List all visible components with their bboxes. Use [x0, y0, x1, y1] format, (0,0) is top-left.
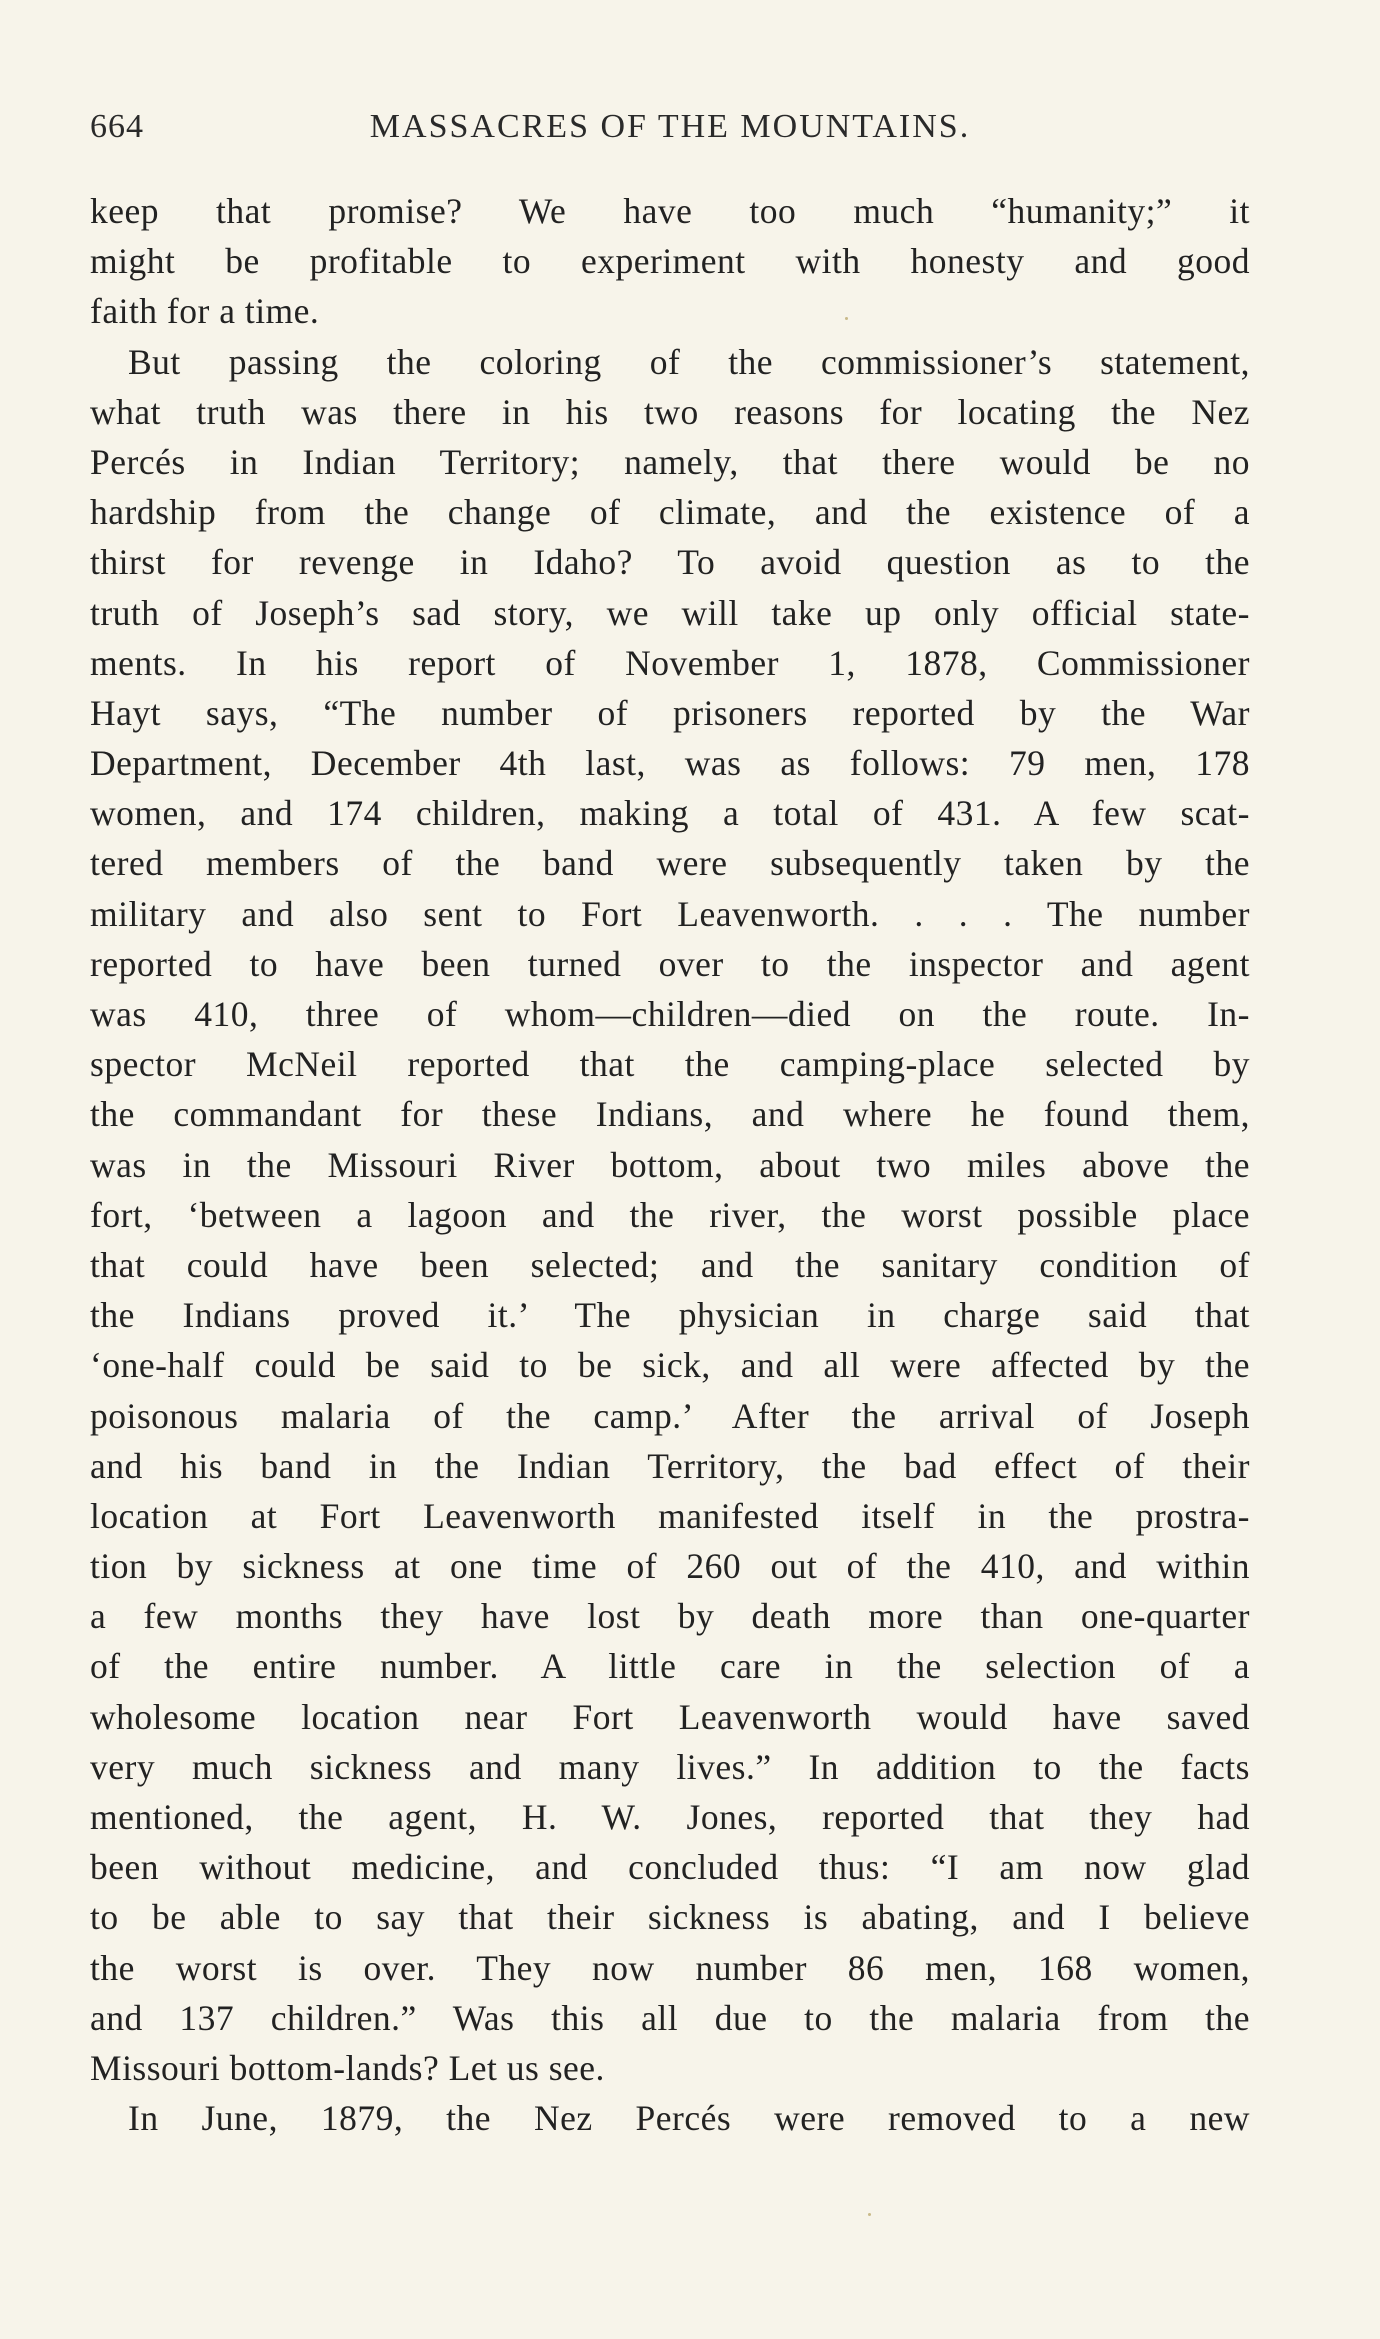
- text-line: location at Fort Leavenworth manifested itself in the prostra-: [90, 1495, 1250, 1536]
- paragraph-start-line: But passing the coloring of the commissioner’s statement,: [128, 341, 1250, 382]
- text-line: hardship from the change of climate, and the existence of a: [90, 492, 1250, 533]
- text-line: a few months they have lost by death more than one-quarter: [90, 1596, 1250, 1637]
- text-line: and 137 children.” Was this all due to the malaria from the: [90, 1997, 1250, 2038]
- text-line: to be able to say that their sickness is abating, and I believe: [90, 1897, 1250, 1938]
- running-title: MASSACRES OF THE MOUNTAINS.: [369, 108, 971, 145]
- text-line: keep that promise? We have too much “humanity;” it: [90, 191, 1250, 231]
- text-line: mentioned, the agent, H. W. Jones, reported that they had: [90, 1797, 1250, 1837]
- text-line: ‘one-half could be said to be sick, and all were affected by the: [90, 1345, 1250, 1386]
- paper-speck: [845, 317, 848, 320]
- text-line: Hayt says, “The number of prisoners reported by the War: [90, 692, 1250, 733]
- text-line: tered members of the band were subsequently taken by the: [90, 843, 1250, 884]
- text-line: the Indians proved it.’ The physician in charge said that: [90, 1295, 1250, 1336]
- text-line: wholesome location near Fort Leavenworth would have saved: [90, 1696, 1250, 1737]
- text-line: that could have been selected; and the sanitary condition of: [90, 1244, 1250, 1285]
- text-line: the worst is over. They now number 86 men, 168 women,: [90, 1947, 1250, 1988]
- text-line: ments. In his report of November 1, 1878, Commissioner: [90, 642, 1250, 683]
- text-line: of the entire number. A little care in the selection of a: [90, 1646, 1250, 1687]
- text-line: truth of Joseph’s sad story, we will take up only official state-: [90, 592, 1250, 633]
- text-line: tion by sickness at one time of 260 out of the 410, and within: [90, 1546, 1250, 1587]
- text-line: women, and 174 children, making a total of 431. A few scat-: [90, 793, 1250, 834]
- page-number: 664: [90, 108, 144, 145]
- text-line: reported to have been turned over to the inspector and agent: [90, 943, 1250, 984]
- body-text: [90, 186, 1250, 2143]
- text-line: Missouri bottom-lands? Let us see.: [90, 2047, 605, 2088]
- text-line: thirst for revenge in Idaho? To avoid question as to the: [90, 542, 1250, 583]
- text-line: spector McNeil reported that the camping-place selected by: [90, 1044, 1250, 1085]
- text-line: what truth was there in his two reasons for locating the Nez: [90, 391, 1250, 432]
- text-line: was 410, three of whom—children—died on the route. In-: [90, 994, 1250, 1034]
- text-line: Department, December 4th last, was as follows: 79 men, 178: [90, 743, 1250, 784]
- text-line: fort, ‘between a lagoon and the river, the worst possible place: [90, 1194, 1250, 1235]
- text-line: military and also sent to Fort Leavenworth. . . . The number: [90, 893, 1250, 934]
- text-line: poisonous malaria of the camp.’ After the arrival of Joseph: [90, 1395, 1250, 1436]
- text-line: might be profitable to experiment with honesty and good: [90, 241, 1250, 282]
- paragraph-start-line: In June, 1879, the Nez Percés were removed to a new: [128, 2098, 1250, 2139]
- text-line: Percés in Indian Territory; namely, that there would be no: [90, 441, 1250, 482]
- text-line: and his band in the Indian Territory, the bad effect of their: [90, 1445, 1250, 1486]
- text-line: been without medicine, and concluded thus: “I am now glad: [90, 1847, 1250, 1888]
- text-line: faith for a time.: [90, 291, 320, 332]
- running-head: [90, 108, 1250, 158]
- text-line: was in the Missouri River bottom, about two miles above the: [90, 1144, 1250, 1185]
- paper-speck: [868, 2213, 871, 2216]
- text-line: very much sickness and many lives.” In addition to the facts: [90, 1746, 1250, 1787]
- text-line: the commandant for these Indians, and where he found them,: [90, 1094, 1250, 1135]
